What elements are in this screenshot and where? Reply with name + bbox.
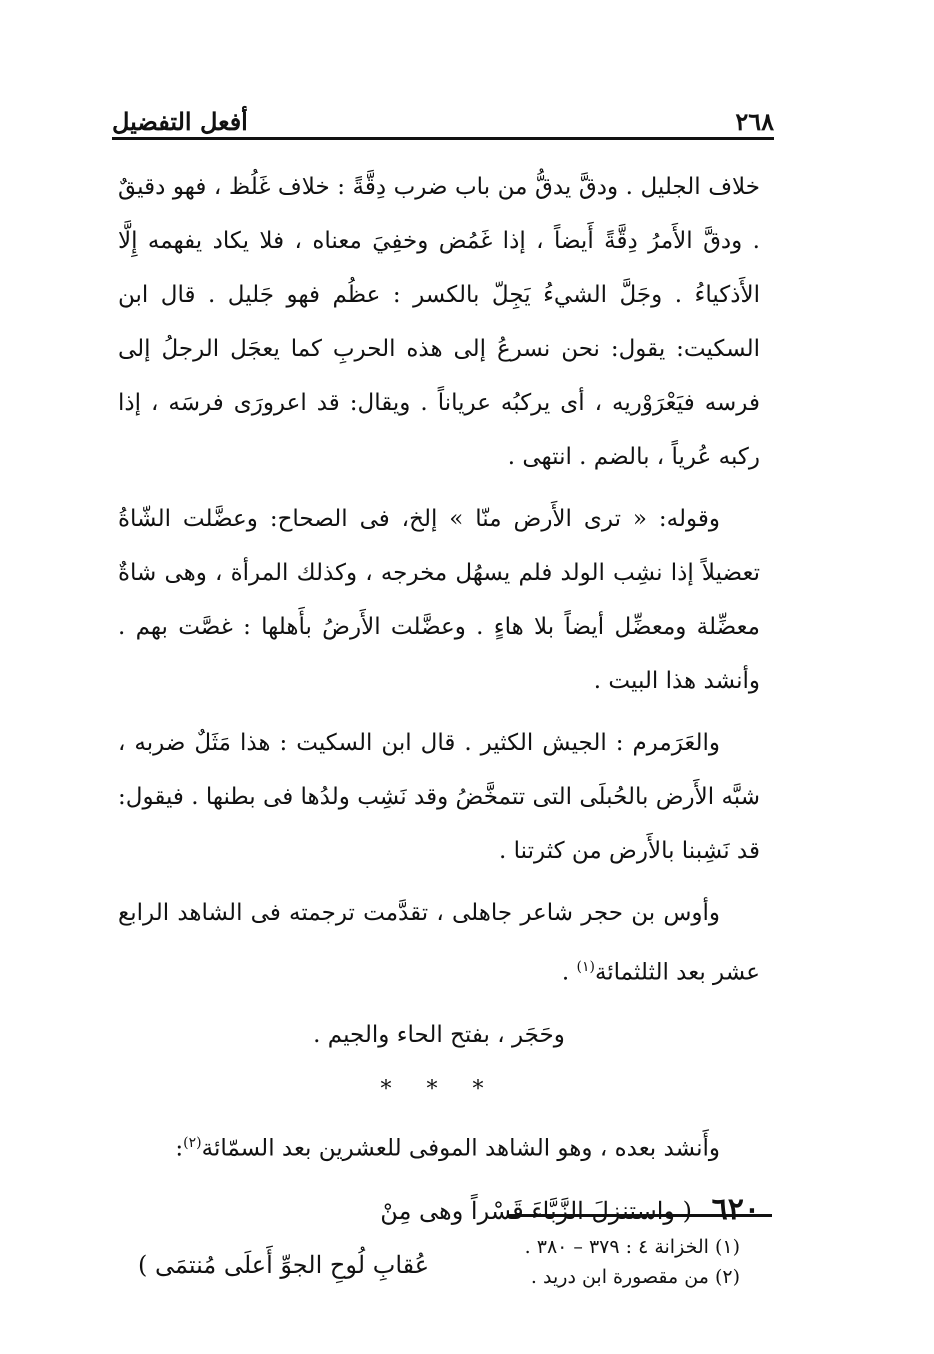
verse-first-hemistich: [118, 1183, 760, 1238]
header-rule: [112, 137, 774, 140]
verse-second-hemistich: عُقابِ لُوحِ الجوِّ أَعلَى مُنتمَى ): [138, 1251, 430, 1280]
intro-end: :: [175, 1135, 184, 1162]
paragraph-hajar: وحَجَر ، بفتح الحاء والجيم .: [313, 1021, 565, 1048]
main-text: [118, 160, 760, 1292]
paragraph-intro: [118, 1116, 760, 1176]
paragraph-sahah: وقوله: « ترى الأَرض منّا » إلخ، فى الصحاح: وعضَّلت الشّاةُ تعضيلاً إذا نشِب الولد فلم يسهُل مخرجه ، وكذلك المرأة ، وهى شاةٌ معضِّلة ومعضِّل أيضاً بلا هاءٍ . وعضَّلت الأَرضُ بأَهلها : غصَّت بهم . وأنشد هذا البيت .: [118, 506, 760, 694]
paragraph-aws: [118, 886, 760, 1000]
intro-text: وأَنشد بعده ، وهو الشاهد الموفى للعشرين بعد السمّائة: [201, 1135, 720, 1162]
running-header: [112, 100, 774, 136]
footnote-ref-2: (٢): [183, 1134, 202, 1151]
footnote-1: (١) الخزانة ٤ : ٣٧٩ – ٣٨٠ .: [524, 1236, 740, 1258]
footnote-rule: [508, 1214, 772, 1217]
paragraph-aramram: والعَرَمرم : الجيش الكثير . قال ابن السكيت : هذا مَثَلٌ ضربه ، شبَّه الأَرض بالحُبلَى التى تتمخَّضُ وقد نَشِب ولدُها فى بطنها . فيقول: قد نَشِبنا بالأَرض من كثرتنا .: [118, 730, 760, 864]
aws-text: وأوس بن حجر شاعر جاهلى ، تقدَّمت ترجمته فى الشاهد الرابع عشر بعد الثلثمائة: [118, 900, 760, 986]
footnote-ref-1: (١): [576, 959, 595, 975]
aws-end: .: [561, 959, 577, 986]
verse-line-1: ( واستنزلَ الزَّبَّاءَ قَسْراً وهى مِنْ: [380, 1197, 693, 1226]
verse-number: ٦٢٠: [711, 1192, 760, 1228]
section-separator: * * *: [380, 1076, 498, 1102]
chapter-title: أفعل التفضيل: [112, 107, 248, 136]
footnotes: [440, 1232, 740, 1292]
paragraph-definition: خلاف الجليل . ودقَّ يدقُّ من باب ضرب دِقَّةً : خلاف غَلُظ ، فهو دقيقٌ . ودقَّ الأَمرُ دِقَّةً أَيضاً ، إذا غَمُض وخفِيَ معناه ، فلا يكاد يفهمه إِلَّا الأَذكياءُ . وجَلَّ الشيءُ يَجِلّ بالكسر : عظُم فهو جَليل . قال ابن السكيت: يقول: نحن نسرعُ إلى هذه الحربِ كما يعجَل الرجلُ إلى فرسه فيَعْرَوْريه ، أى يركبُه عرياناً . ويقال: قد اعرورَى فرسَه ، إذا ركبه عُرياً ، بالضم . انتهى .: [118, 174, 760, 470]
footnote-2: (٢) من مقصورة ابن دريد .: [530, 1266, 740, 1288]
page-number: ٢٦٨: [735, 107, 774, 136]
